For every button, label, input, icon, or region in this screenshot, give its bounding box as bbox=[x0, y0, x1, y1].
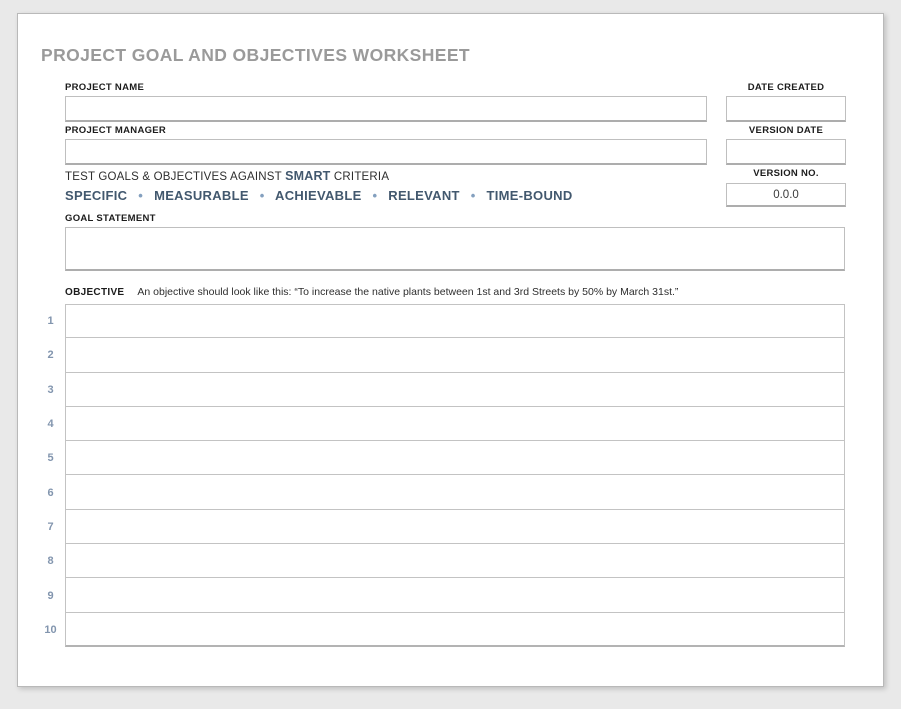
page-title: PROJECT GOAL AND OBJECTIVES WORKSHEET bbox=[41, 45, 471, 65]
objective-input-2[interactable] bbox=[65, 338, 845, 372]
objective-row bbox=[42, 510, 845, 544]
objective-label: OBJECTIVE bbox=[65, 287, 125, 298]
smart-intro-suffix: CRITERIA bbox=[330, 171, 390, 183]
goal-statement-label: GOAL STATEMENT bbox=[65, 213, 156, 224]
criteria-bullet: • bbox=[372, 188, 378, 203]
worksheet-page bbox=[17, 13, 884, 687]
criteria-bullet: • bbox=[259, 188, 265, 203]
criteria-relevant: RELEVANT bbox=[388, 188, 460, 203]
criteria-bullet: • bbox=[138, 188, 144, 203]
smart-intro-prefix: TEST GOALS & OBJECTIVES AGAINST bbox=[65, 171, 286, 183]
objective-row bbox=[42, 407, 845, 441]
objective-row-number: 9 bbox=[47, 589, 54, 602]
version-no-input[interactable] bbox=[726, 183, 846, 207]
objective-input-4[interactable] bbox=[65, 407, 845, 441]
smart-highlight: SMART bbox=[285, 169, 331, 183]
date-created-label: DATE CREATED bbox=[747, 82, 825, 93]
criteria-measurable: MEASURABLE bbox=[154, 188, 249, 203]
date-created-input[interactable] bbox=[726, 96, 846, 122]
objective-row bbox=[42, 304, 845, 338]
objective-input-9[interactable] bbox=[65, 578, 845, 612]
objective-input-10[interactable] bbox=[65, 613, 845, 647]
objective-input-6[interactable] bbox=[65, 475, 845, 509]
objective-row-number: 4 bbox=[47, 418, 54, 431]
objective-input-3[interactable] bbox=[65, 373, 845, 407]
objective-input-1[interactable] bbox=[65, 304, 845, 338]
version-no-label: VERSION NO. bbox=[753, 168, 819, 179]
objective-input-7[interactable] bbox=[65, 510, 845, 544]
criteria-time-bound: TIME-BOUND bbox=[486, 188, 573, 203]
project-name-input[interactable] bbox=[65, 96, 707, 122]
version-date-label: VERSION DATE bbox=[748, 125, 824, 136]
objective-row-number: 5 bbox=[47, 452, 54, 465]
objective-rows bbox=[42, 304, 845, 647]
objective-header bbox=[65, 286, 678, 298]
project-manager-label: PROJECT MANAGER bbox=[65, 125, 167, 136]
goal-statement-input[interactable] bbox=[65, 227, 845, 271]
objective-row-number: 10 bbox=[44, 623, 57, 636]
objective-row-number: 2 bbox=[47, 349, 54, 362]
objective-row-number: 7 bbox=[47, 520, 54, 533]
objective-row-number: 3 bbox=[47, 383, 54, 396]
objective-row-number: 8 bbox=[47, 555, 54, 568]
objective-row-number: 6 bbox=[47, 486, 54, 499]
objective-hint: An objective should look like this: “To increase the native plants between 1st and 3rd Streets by 50% by March 31st.” bbox=[137, 286, 679, 298]
objective-row bbox=[42, 613, 845, 647]
project-name-label: PROJECT NAME bbox=[65, 82, 145, 93]
criteria-specific: SPECIFIC bbox=[65, 188, 128, 203]
smart-intro-line bbox=[65, 169, 389, 183]
version-date-input[interactable] bbox=[726, 139, 846, 165]
objective-row bbox=[42, 373, 845, 407]
objective-row bbox=[42, 475, 845, 509]
objective-row-number: 1 bbox=[47, 315, 54, 328]
smart-criteria-line bbox=[65, 188, 580, 203]
objective-input-5[interactable] bbox=[65, 441, 845, 475]
objective-row bbox=[42, 544, 845, 578]
objective-row bbox=[42, 578, 845, 612]
criteria-bullet: • bbox=[470, 188, 476, 203]
objective-row bbox=[42, 441, 845, 475]
criteria-achievable: ACHIEVABLE bbox=[275, 188, 362, 203]
objective-input-8[interactable] bbox=[65, 544, 845, 578]
objective-row bbox=[42, 338, 845, 372]
project-manager-input[interactable] bbox=[65, 139, 707, 165]
